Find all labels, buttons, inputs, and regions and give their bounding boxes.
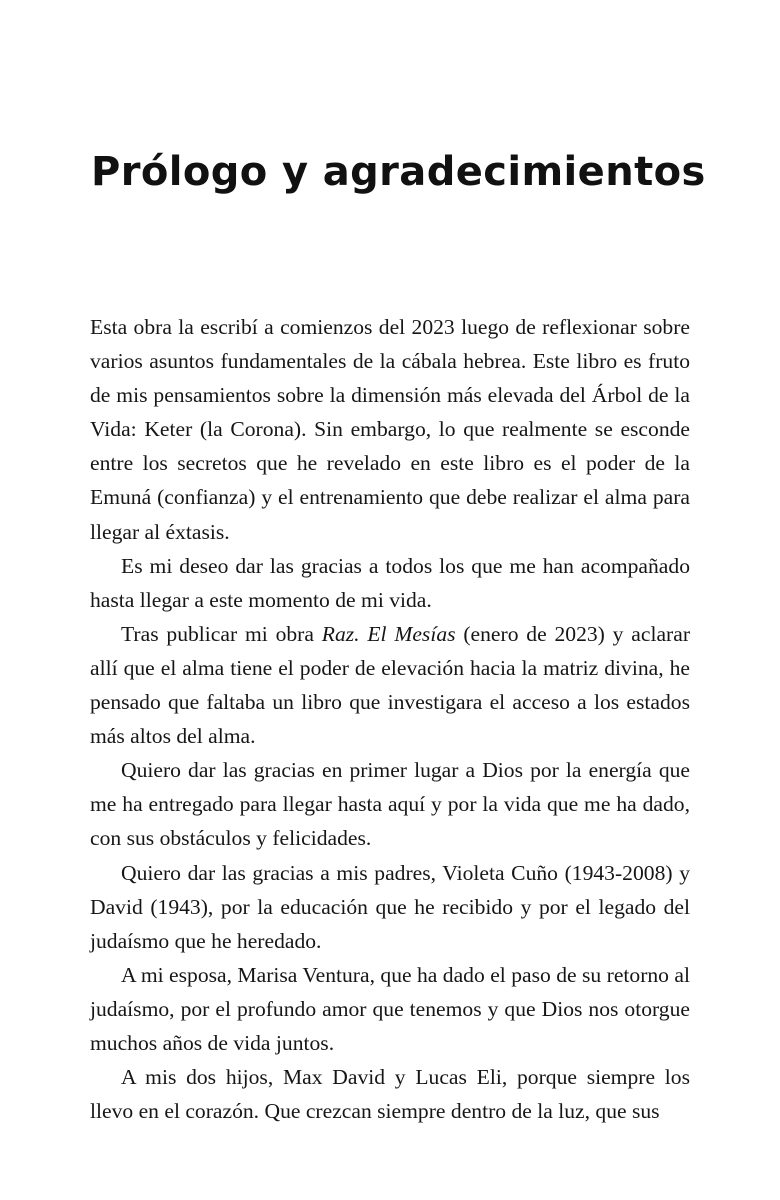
book-title-italic: Raz. El Mesías [321,621,456,646]
paragraph: Esta obra la escribí a comienzos del 2023 luego de reflexionar sobre varios asuntos fundamentales de la cábala hebrea. Este libro es fruto de mis pensamientos sobre la dimensión más elevada del Árbol de la Vida: Keter (la Corona). Sin embargo, lo que realmente se esconde entre los secretos que he revelado en este libro es el poder de la Emuná (confianza) y el entrenamiento que debe realizar el alma para llegar al éxtasis. [90,315,690,544]
chapter-title: Prólogo y agradecimientos [91,149,706,195]
paragraph: Quiero dar las gracias en primer lugar a Dios por la energía que me ha entregado para llegar hasta aquí y por la vida que me ha dado, con sus obstáculos y felicidades. [90,758,690,851]
paragraph: A mis dos hijos, Max David y Lucas Eli, porque siempre los llevo en el corazón. Que crezcan siempre dentro de la luz, que sus [90,1065,690,1124]
paragraph: Quiero dar las gracias a mis padres, Violeta Cuño (1943-2008) y David (1943), por la educación que he recibido y por el legado del judaísmo que he heredado. [90,860,690,953]
paragraph: Es mi deseo dar las gracias a todos los que me han acompañado hasta llegar a este momento de mi vida. [90,553,690,612]
paragraph [90,617,690,753]
paragraph-text-start: Tras publicar mi obra [121,621,322,646]
body-text [90,310,690,1128]
paragraph-text-end: (enero de 2023) y aclarar allí que el alma tiene el poder de elevación hacia la matriz divina, he pensado que faltaba un libro que investigara el acceso a los estados más altos del alma. [90,621,691,749]
paragraph: A mi esposa, Marisa Ventura, que ha dado el paso de su retorno al judaísmo, por el profundo amor que tenemos y que Dios nos otorgue muchos años de vida juntos. [90,962,690,1055]
